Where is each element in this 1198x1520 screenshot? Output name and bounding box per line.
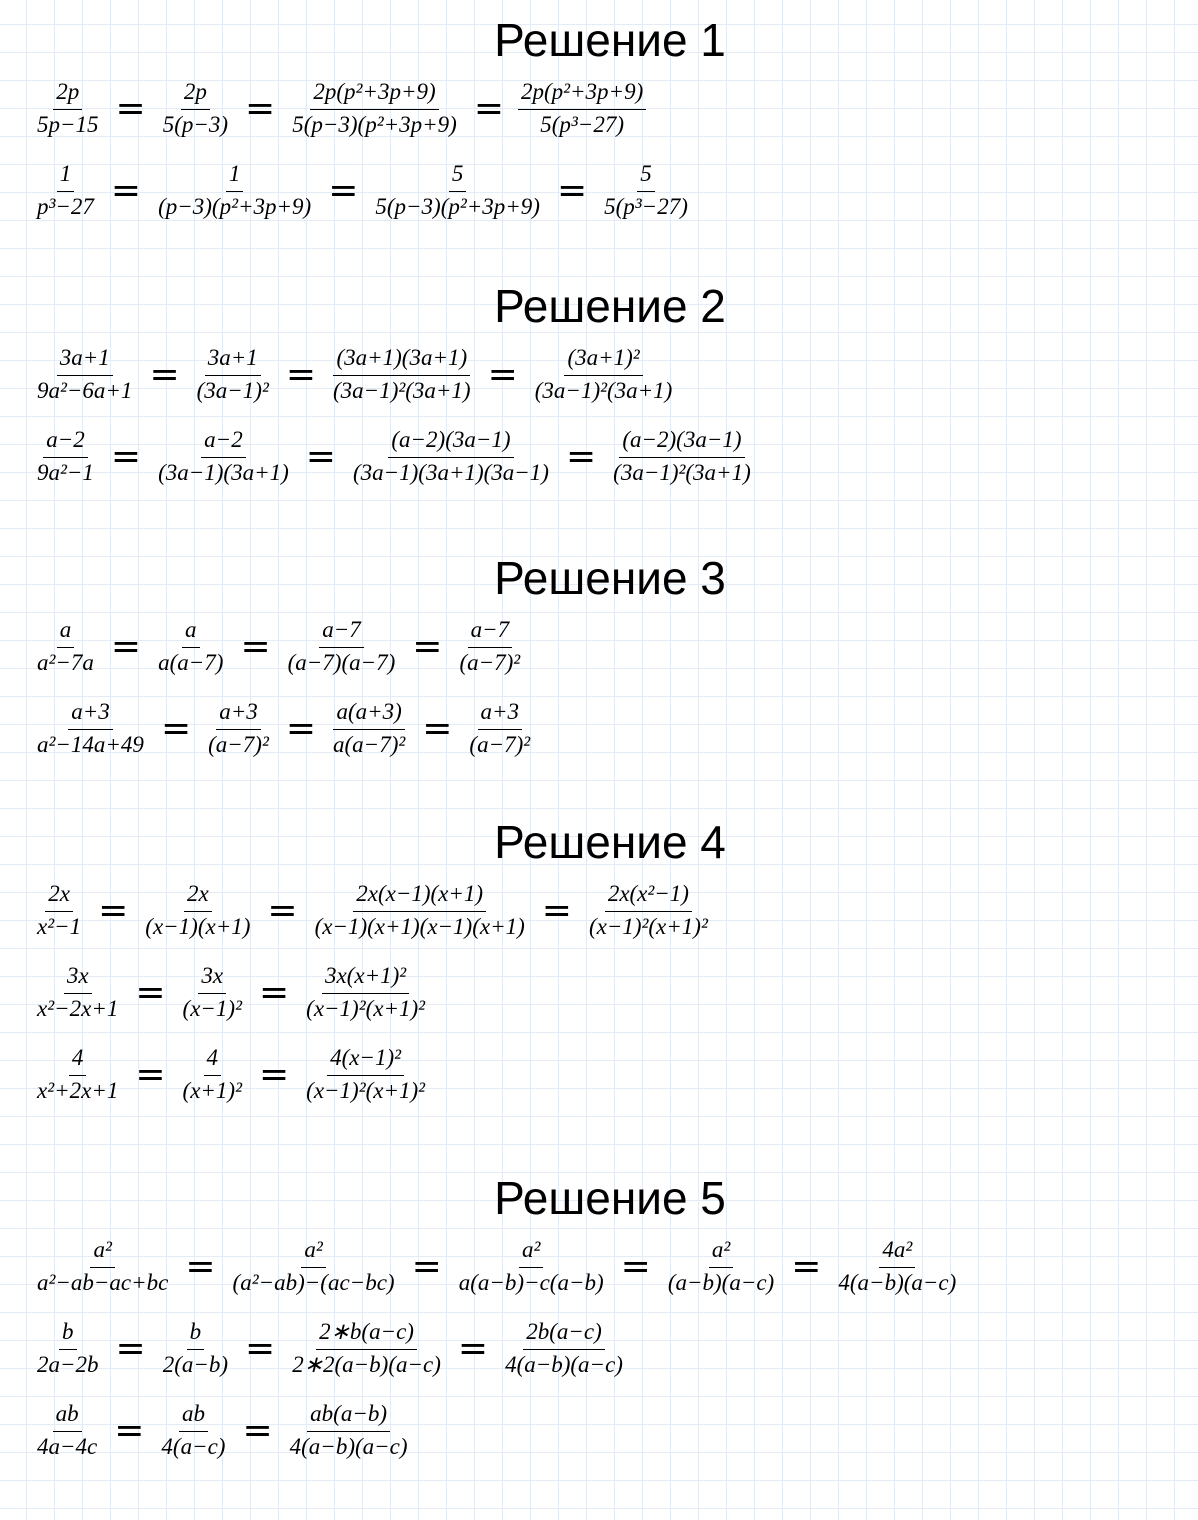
fraction: [283, 615, 401, 680]
numerator: 2b(a−c): [523, 1317, 605, 1350]
numerator: ab(a−b): [307, 1399, 390, 1432]
equation-row: [32, 416, 1172, 498]
solution-title: Решение 2: [494, 280, 726, 332]
equals-sign: =: [135, 1054, 166, 1095]
fraction: [370, 159, 545, 224]
equation-row: [32, 150, 1172, 232]
denominator: a²−14a+49: [37, 731, 144, 757]
denominator: (3a−1)(3a+1)(3a−1): [352, 459, 549, 485]
numerator: 2x(x²−1): [605, 879, 692, 912]
numerator: 2x(x−1)(x+1): [353, 879, 486, 912]
equals-sign: =: [412, 626, 443, 667]
denominator: 5p−15: [37, 111, 99, 137]
equals-sign: =: [328, 170, 359, 211]
denominator: (x−1)(x+1)(x−1)(x+1): [314, 913, 525, 939]
numerator: a²: [519, 1235, 543, 1268]
numerator: a: [182, 615, 200, 648]
denominator: 5(p−3)(p²+3p+9): [375, 193, 540, 219]
numerator: 1: [57, 159, 75, 192]
numerator: a−2: [201, 425, 246, 458]
solution-title: Решение 3: [494, 552, 726, 604]
equation-row: [32, 688, 1172, 770]
numerator: a(a+3): [333, 697, 404, 730]
denominator: (x−1)²(x+1)²: [306, 1077, 426, 1103]
equals-sign: =: [487, 354, 518, 395]
denominator: 4(a−b)(a−c): [505, 1351, 623, 1377]
denominator: 4(a−c): [161, 1433, 226, 1459]
denominator: 5(p³−27): [540, 111, 624, 137]
fraction: [32, 1317, 104, 1382]
denominator: 4(a−b)(a−c): [838, 1269, 957, 1295]
equation-row: [32, 870, 1172, 952]
fraction: [158, 77, 233, 142]
fraction: [32, 615, 99, 680]
equals-sign: =: [620, 1246, 651, 1287]
equals-sign: =: [411, 1246, 442, 1287]
denominator: 5(p−3)(p²+3p+9): [292, 111, 457, 137]
numerator: 1: [226, 159, 244, 192]
numerator: a: [57, 615, 75, 648]
numerator: (a−2)(3a−1): [388, 425, 513, 458]
fraction: [500, 1317, 628, 1382]
fraction: [228, 1235, 400, 1300]
fraction: [32, 1043, 123, 1108]
numerator: a²: [301, 1235, 325, 1268]
fraction: [153, 425, 294, 490]
numerator: ab: [179, 1399, 208, 1432]
equals-sign: =: [115, 1328, 146, 1369]
numerator: 3x: [64, 961, 92, 994]
fraction: [301, 961, 430, 1026]
denominator: 2a−2b: [37, 1351, 99, 1377]
equals-sign: =: [258, 972, 290, 1013]
numerator: a+3: [68, 697, 113, 730]
numerator: a²: [90, 1235, 114, 1268]
solution-section: [32, 12, 1172, 232]
denominator: x²−1: [37, 913, 82, 939]
denominator: 4(a−b)(a−c): [289, 1433, 408, 1459]
numerator: a−7: [319, 615, 364, 648]
denominator: (x−1)²: [182, 995, 242, 1021]
fraction: [32, 961, 123, 1026]
fraction: [140, 879, 255, 944]
numerator: 5: [449, 159, 467, 192]
denominator: 5(p³−27): [604, 193, 688, 219]
fraction: [454, 615, 525, 680]
numerator: (3a+1)(3a+1): [333, 343, 470, 376]
denominator: 4a−4c: [37, 1433, 98, 1459]
fraction: [301, 1043, 430, 1108]
numerator: 2p(p²+3p+9): [518, 77, 646, 110]
solution-section: [32, 278, 1172, 498]
numerator: 2∗b(a−c): [316, 1317, 417, 1350]
fraction: [32, 1399, 102, 1464]
numerator: 2p: [53, 77, 82, 110]
numerator: 2x: [45, 879, 73, 912]
numerator: a²: [709, 1235, 733, 1268]
denominator: (3a−1)²(3a+1): [534, 377, 673, 403]
solution-section: [32, 550, 1172, 770]
solution-title: Решение 1: [494, 14, 726, 66]
fraction: [454, 1235, 609, 1300]
denominator: (3a−1)²: [196, 377, 269, 403]
equation-row: [32, 1226, 1172, 1308]
denominator: a²−7a: [37, 649, 94, 675]
numerator: a+3: [216, 697, 261, 730]
numerator: 3x: [198, 961, 226, 994]
denominator: a(a−b)−c(a−b): [458, 1269, 604, 1295]
fraction: [156, 1399, 230, 1464]
fraction: [348, 425, 554, 490]
equals-sign: =: [135, 972, 166, 1013]
fraction: [178, 1043, 247, 1108]
fraction: [599, 159, 693, 224]
fraction: [153, 159, 316, 224]
equation-row: [32, 1034, 1172, 1116]
fraction: [516, 77, 648, 142]
equals-sign: =: [110, 436, 142, 477]
fraction: [530, 343, 678, 408]
denominator: x²−2x+1: [37, 995, 119, 1021]
equals-sign: =: [149, 354, 180, 395]
denominator: (a−7)²: [459, 649, 521, 675]
fraction: [32, 77, 104, 142]
fraction: [285, 1399, 413, 1464]
equals-sign: =: [267, 890, 298, 931]
denominator: (a²−ab)−(ac−bc): [232, 1269, 395, 1295]
denominator: (a−7)(a−7): [287, 649, 396, 675]
fraction: [192, 343, 274, 408]
numerator: 2p: [181, 77, 210, 110]
numerator: a−2: [43, 425, 88, 458]
denominator: p³−27: [37, 193, 94, 219]
equals-sign: =: [305, 436, 336, 477]
fraction: [32, 697, 149, 762]
equation-row: [32, 952, 1172, 1034]
equals-sign: =: [422, 708, 453, 749]
fraction: [328, 343, 476, 408]
denominator: (p−3)(p²+3p+9): [158, 193, 312, 219]
equals-sign: =: [541, 890, 572, 931]
equation-row: [32, 68, 1172, 150]
equation-row: [32, 606, 1172, 688]
denominator: (x−1)²(x+1)²: [588, 913, 708, 939]
solution-title: Решение 5: [494, 1172, 726, 1224]
fraction: [32, 343, 137, 408]
denominator: x²+2x+1: [37, 1077, 119, 1103]
equals-sign: =: [245, 88, 276, 129]
equals-sign: =: [258, 1054, 290, 1095]
equals-sign: =: [285, 354, 317, 395]
equals-sign: =: [473, 88, 504, 129]
denominator: 9a²−1: [37, 459, 94, 485]
equals-sign: =: [556, 170, 588, 211]
fraction: [32, 425, 99, 490]
equals-sign: =: [185, 1246, 216, 1287]
solution-section: [32, 814, 1172, 1116]
denominator: (3a−1)(3a+1): [158, 459, 289, 485]
numerator: 2x: [184, 879, 212, 912]
denominator: (a−7)²: [208, 731, 269, 757]
equals-sign: =: [160, 708, 192, 749]
denominator: (3a−1)²(3a+1): [613, 459, 751, 485]
equals-sign: =: [110, 626, 142, 667]
fraction: [32, 879, 86, 944]
fraction: [287, 1317, 446, 1382]
fraction: [608, 425, 756, 490]
numerator: (a−2)(3a−1): [619, 425, 744, 458]
fraction: [310, 879, 530, 944]
numerator: 5: [637, 159, 655, 192]
fraction: [158, 1317, 233, 1382]
numerator: 4a²: [879, 1235, 915, 1268]
fraction: [32, 1235, 173, 1300]
fraction: [153, 615, 228, 680]
numerator: b: [59, 1317, 77, 1350]
denominator: (x+1)²: [182, 1077, 242, 1103]
denominator: 5(p−3): [162, 111, 229, 137]
numerator: (3a+1)²: [564, 343, 642, 376]
equals-sign: =: [242, 1410, 273, 1451]
solution-title: Решение 4: [494, 816, 726, 868]
denominator: 2∗2(a−b)(a−c): [292, 1351, 441, 1377]
numerator: a−7: [468, 615, 513, 648]
numerator: 4: [69, 1043, 87, 1076]
fraction: [584, 879, 713, 944]
equals-sign: =: [457, 1328, 489, 1369]
denominator: (a−b)(a−c): [667, 1269, 775, 1295]
fraction: [178, 961, 247, 1026]
fraction: [203, 697, 274, 762]
equals-sign: =: [285, 708, 317, 749]
numerator: 3x(x+1)²: [322, 961, 409, 994]
numerator: ab: [53, 1399, 82, 1432]
equals-sign: =: [245, 1328, 276, 1369]
fraction: [663, 1235, 779, 1300]
denominator: a(a−7)²: [333, 731, 406, 757]
equals-sign: =: [110, 170, 142, 211]
equals-sign: =: [115, 88, 146, 129]
numerator: 2p(p²+3p+9): [310, 77, 438, 110]
denominator: (x−1)(x+1): [145, 913, 251, 939]
equals-sign: =: [240, 626, 271, 667]
equals-sign: =: [114, 1410, 145, 1451]
denominator: (a−7)²: [469, 731, 531, 757]
numerator: 3a+1: [205, 343, 261, 376]
fraction: [328, 697, 410, 762]
numerator: a+3: [478, 697, 523, 730]
equation-row: [32, 1308, 1172, 1390]
fraction: [32, 159, 99, 224]
equation-row: [32, 334, 1172, 416]
fraction: [287, 77, 462, 142]
fraction: [833, 1235, 961, 1300]
denominator: 9a²−6a+1: [37, 377, 133, 403]
solution-section: [32, 1170, 1172, 1472]
denominator: a²−ab−ac+bc: [37, 1269, 169, 1295]
denominator: (3a−1)²(3a+1): [333, 377, 471, 403]
denominator: a(a−7): [158, 649, 224, 675]
numerator: 4(x−1)²: [327, 1043, 404, 1076]
numerator: 4: [204, 1043, 222, 1076]
numerator: 3a+1: [57, 343, 113, 376]
denominator: 2(a−b): [162, 1351, 229, 1377]
equation-row: [32, 1390, 1172, 1472]
denominator: (x−1)²(x+1)²: [306, 995, 426, 1021]
fraction: [464, 697, 535, 762]
numerator: b: [187, 1317, 205, 1350]
equals-sign: =: [565, 436, 597, 477]
equals-sign: =: [791, 1246, 822, 1287]
equals-sign: =: [98, 890, 129, 931]
